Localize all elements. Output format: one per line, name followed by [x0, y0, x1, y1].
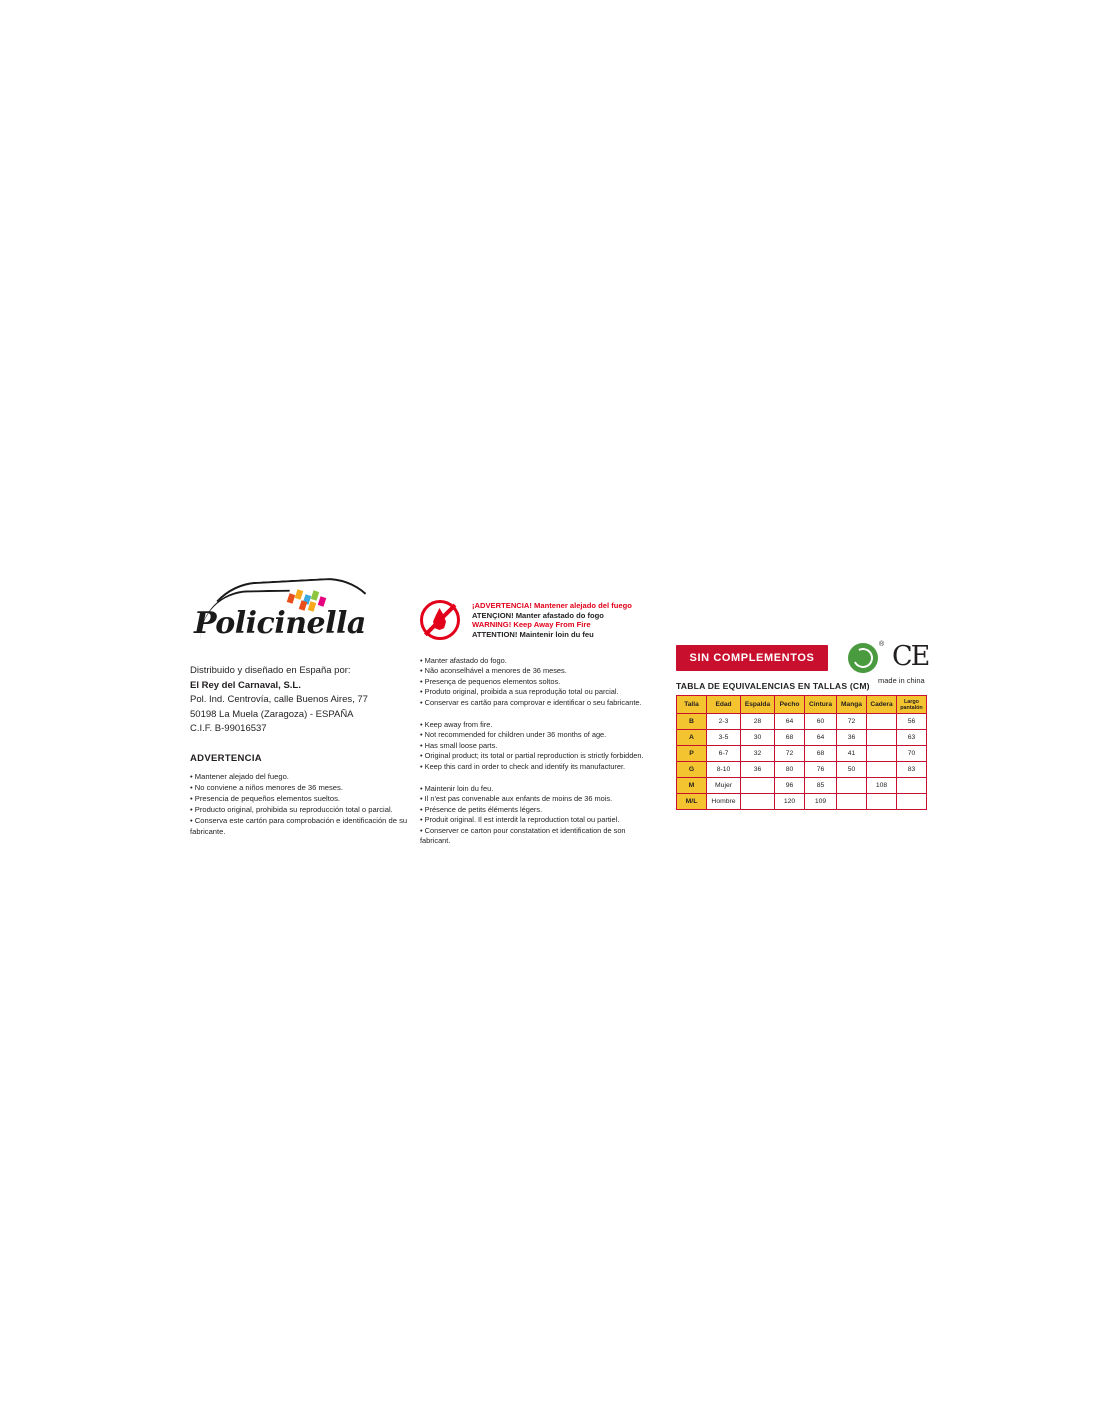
- list-item: • Not recommended for children under 36 months of age.: [420, 730, 607, 740]
- cell-edad: Hombre: [707, 794, 741, 810]
- cell-talla: B: [677, 714, 707, 730]
- warning-bullets-en: [420, 720, 650, 772]
- list-item: • Conserver ce carton pour constatation et identification de son: [420, 825, 626, 835]
- registered-trademark-icon: ®: [879, 641, 885, 648]
- brand-logo: [190, 580, 390, 650]
- list-item: • Manter afastado do fogo.: [420, 656, 507, 665]
- list-item: • Maintenir loin du feu.: [420, 784, 494, 794]
- cell-espalda: 28: [741, 714, 775, 730]
- column-header-edad: Edad: [707, 696, 741, 714]
- cell-largo: 56: [897, 714, 927, 730]
- list-item: • Has small loose parts.: [420, 740, 498, 750]
- column-header-pecho: Pecho: [775, 696, 805, 714]
- cif-number: C.I.F. B-99016537: [190, 723, 267, 734]
- company-name: El Rey del Carnaval, S.L.: [190, 679, 301, 691]
- list-item: • Il n'est pas convenable aux enfants de moins de 36 mois.: [420, 794, 613, 804]
- cell-edad: Mujer: [707, 778, 741, 794]
- cell-espalda: 30: [741, 730, 775, 746]
- cell-cintura: 109: [805, 794, 837, 810]
- table-row: [677, 714, 927, 730]
- column-header-largo-pantalon: Largo pantalón: [897, 696, 927, 714]
- warning-bullets-fr: [420, 784, 650, 846]
- cell-cintura: 60: [805, 714, 837, 730]
- cell-cintura: 85: [805, 778, 837, 794]
- table-row: [677, 746, 927, 762]
- cell-pecho: 72: [775, 746, 805, 762]
- middle-column: [420, 600, 650, 847]
- list-item: • Não aconselhável a menores de 36 meses.: [420, 666, 567, 676]
- left-column: [190, 580, 430, 837]
- address-line-2: 50198 La Muela (Zaragoza) - ESPAÑA: [190, 708, 354, 720]
- cell-cintura: 68: [805, 746, 837, 762]
- list-item: • Présence de petits éléments légers.: [420, 804, 543, 814]
- headline-fr: ATTENTION! Maintenir loin du feu: [472, 629, 594, 639]
- list-item: • Produit original. Il est interdit la reproduction total ou partiel.: [420, 815, 620, 825]
- cell-espalda: 36: [741, 762, 775, 778]
- cell-manga: 72: [837, 714, 867, 730]
- table-row: [677, 778, 927, 794]
- list-item: • Mantener alejado del fuego.: [190, 771, 289, 781]
- cell-cadera: [867, 794, 897, 810]
- list-item: fabricant.: [420, 836, 451, 846]
- cell-edad: 8-10: [707, 762, 741, 778]
- headline-pt: ATENÇION! Manter afastado do fogo: [472, 610, 604, 620]
- address-line-1: Pol. Ind. Centrovía, calle Buenos Aires, 77: [190, 694, 368, 705]
- warning-bullets-es: [190, 771, 430, 837]
- cell-manga: 36: [837, 730, 867, 746]
- headline-en: WARNING! Keep Away From Fire: [472, 620, 591, 630]
- cell-largo: [897, 794, 927, 810]
- column-header-manga: Manga: [837, 696, 867, 714]
- cell-cadera: [867, 746, 897, 762]
- column-header-espalda: Espalda: [741, 696, 775, 714]
- ce-mark-icon: CE: [892, 641, 929, 672]
- list-item: • Producto original, prohibida su reproducción total o parcial.: [190, 804, 393, 814]
- cell-espalda: [741, 794, 775, 810]
- cell-cadera: [867, 714, 897, 730]
- list-item: • Presença de pequenos elementos soltos.: [420, 676, 561, 686]
- warning-heading: ADVERTENCIA: [190, 752, 262, 764]
- multilingual-warning-header: [420, 600, 650, 646]
- cell-talla: M/L: [677, 794, 707, 810]
- cell-talla: A: [677, 730, 707, 746]
- cell-edad: 2-3: [707, 714, 741, 730]
- distributed-by-label: Distribuido y diseñado en España por:: [190, 665, 351, 676]
- column-header-cadera: Cadera: [867, 696, 897, 714]
- right-column: [676, 641, 946, 810]
- cell-edad: 6-7: [707, 746, 741, 762]
- table-header-row: [677, 696, 927, 714]
- cell-pecho: 80: [775, 762, 805, 778]
- cell-pecho: 96: [775, 778, 805, 794]
- cell-pecho: 68: [775, 730, 805, 746]
- no-fire-icon: [420, 600, 462, 642]
- made-in-label: made in china: [878, 676, 925, 685]
- cell-talla: M: [677, 778, 707, 794]
- list-item: • Conservar es cartão para comprovar e identificar o seu fabricante.: [420, 697, 642, 707]
- cell-edad: 3-5: [707, 730, 741, 746]
- cell-pecho: 64: [775, 714, 805, 730]
- table-row: [677, 762, 927, 778]
- table-row: [677, 794, 927, 810]
- cell-cadera: [867, 730, 897, 746]
- cell-manga: 41: [837, 746, 867, 762]
- list-item: • Conserva este cartón para comprobación e identificación de su fabricante.: [190, 815, 408, 836]
- cell-manga: 50: [837, 762, 867, 778]
- list-item: • Original product; its total or partial reproduction is strictly forbidden.: [420, 751, 644, 761]
- cell-cadera: [867, 762, 897, 778]
- list-item: • Keep this card in order to check and identify its manufacturer.: [420, 761, 626, 771]
- cell-largo: 83: [897, 762, 927, 778]
- cell-espalda: [741, 778, 775, 794]
- warning-headline-lines: [472, 601, 632, 639]
- list-item: • No conviene a niños menores de 36 meses.: [190, 782, 343, 792]
- cell-largo: 63: [897, 730, 927, 746]
- warning-bullets-pt: [420, 656, 650, 708]
- column-header-talla: Talla: [677, 696, 707, 714]
- cell-cintura: 64: [805, 730, 837, 746]
- list-item: • Produto original, proibida a sua reprodução total ou parcial.: [420, 687, 619, 697]
- size-table-title: TABLA DE EQUIVALENCIAS EN TALLAS (CM): [676, 681, 870, 691]
- green-dot-icon: [848, 643, 878, 673]
- brand-name: Policinella: [194, 606, 366, 641]
- list-item: • Keep away from fire.: [420, 720, 493, 730]
- table-row: [677, 730, 927, 746]
- cell-manga: [837, 794, 867, 810]
- headline-es: ¡ADVERTENCIA! Mantener alejado del fuego: [472, 601, 632, 610]
- cell-espalda: 32: [741, 746, 775, 762]
- no-accessories-banner: SIN COMPLEMENTOS: [676, 645, 828, 671]
- column-header-cintura: Cintura: [805, 696, 837, 714]
- certification-marks: [848, 641, 948, 691]
- list-item: • Presencia de pequeños elementos sueltos.: [190, 793, 340, 803]
- size-equivalence-table: [676, 695, 927, 810]
- cell-talla: P: [677, 746, 707, 762]
- distributor-block: [190, 664, 430, 737]
- cell-cintura: 76: [805, 762, 837, 778]
- cell-talla: G: [677, 762, 707, 778]
- cell-cadera: 108: [867, 778, 897, 794]
- cell-largo: [897, 778, 927, 794]
- cell-largo: 70: [897, 746, 927, 762]
- cell-pecho: 120: [775, 794, 805, 810]
- cell-manga: [837, 778, 867, 794]
